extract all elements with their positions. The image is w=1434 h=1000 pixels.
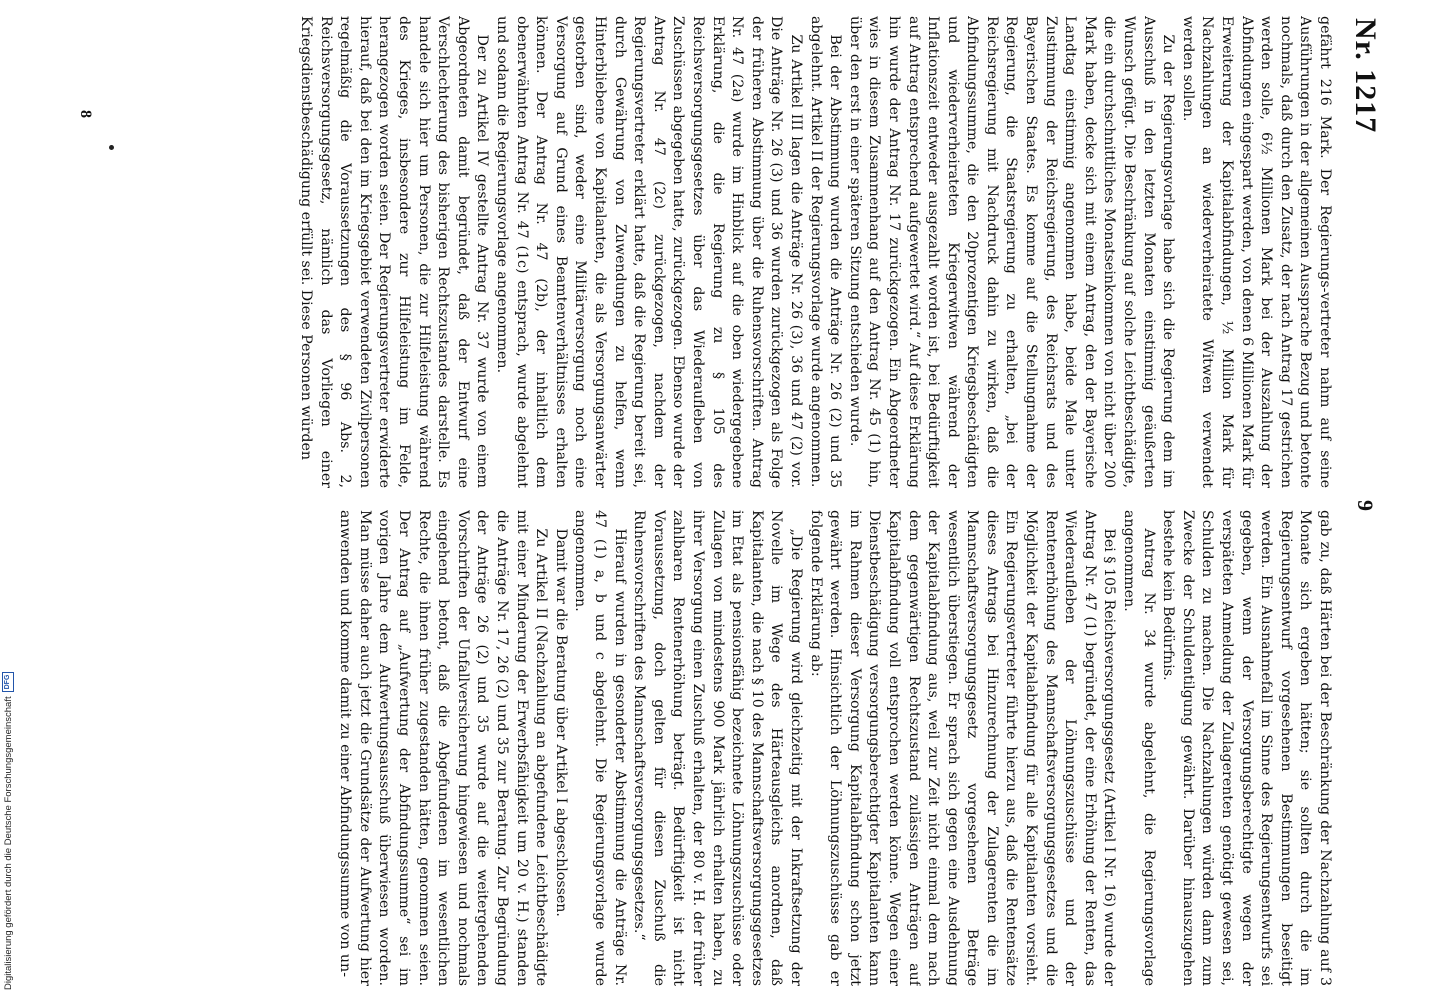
- left-text-column: [104, 16, 1334, 488]
- paragraph: Der zu Artikel IV gestellte Antrag Nr. 37 wurde von einem Abgeordneten damit begründet, daß der Entwurf eine Verschlechterung des bisherigen Rechtszustandes darstelle. Es handele sich hier um Personen, die zur Hilfeleistung während des Krieges, insbesondere zur Hilfeleistung im Felde, herangezogen worden seien. Der Regierungsvertreter erwiderte hierauf, daß bei den im Kriegsgebiet verwendeten Zivilpersonen regelmäßig die Voraussetzungen des § 96 Abs. 2, Reichsversorgungsgesetz, nämlich das Vorliegen einer Kriegsdienstbeschädigung erfüllt sei. Diese Personen würden: [298, 16, 491, 488]
- paragraph: Antrag Nr. 34 wurde abgelehnt, die Regierungsvorlage angenommen.: [1121, 510, 1157, 986]
- paragraph: Zu Artikel II (Nachzahlung an abgefundene Leichtbeschädigte mit einer Minderung der Erwerbsfähigkeit um 20 v. H.) standen die Anträge Nr. 17, 26 (2) und 35 zur Beratung. Zur Begründung der Anträge 26 (2) und 35 wurde auf die weitergehenden Vorschriften der Unfallversicherung hingewiesen und nochmals eingehend betont, daß die Abgefundenen im wesentlichen Rechte, die ihnen früher zugestanden hätten, genommen seien. Der Antrag auf „Aufwertung der Abfindungssumme“ sei im vorigen Jahre dem Aufwertungsausschuß überwiesen worden. Man müsse daher auch jetzt die Grundsätze der Aufwertung hier anwenden und komme damit zu einer Abfindungssumme von un-: [337, 510, 550, 986]
- right-text-column: [104, 510, 1334, 986]
- paragraph: gefährt 216 Mark. Der Regierungs-vertreter nahm auf seine Ausführungen in der allgemeinen Aussprache Bezug und betonte nochmals, daß durch den Zusatz, der nach Antrag 17 gestrichen werden solle, 6½ Millionen Mark bei der Auszahlung der Abfindungen eingespart werden, von denen 6 Millionen Mark für Erweiterung der Kapitalabfindungen, ½ Million Mark für Nachzahlungen an wiederverheiratete Witwen verwendet werden sollen.: [1179, 16, 1333, 488]
- document-number: Nr. 1217: [1349, 18, 1382, 134]
- print-mark-dot: [109, 145, 114, 150]
- paragraph: „Die Regierung wird gleichzeitig mit der Inkraftsetzung der Novelle im Wege des Härteausgleichs anordnen, daß Kapitalanten, die nach § 10 des Mannschaftsversorgungsgesetzes im Etat als pensionsfähig bezeichnete Löhnungszuschüsse oder Zulagen von mindestens 900 Mark jährlich erhalten haben, zu ihrer Versorgung einen Zuschuß erhalten, der 80 v. H. der früher zahlbaren Rentenerhöhung beträgt. Bedürftigkeit ist nicht Voraussetzung, doch gelten für diesen Zuschuß die Ruhensvorschriften des Mannschaftsversorgungsgesetzes.“: [631, 510, 804, 986]
- page-number: 9: [1353, 500, 1378, 511]
- signature-mark: 8: [77, 110, 94, 118]
- paragraph: Bei § 105 Reichsversorgungsgesetz (Artikel I Nr. 16) wurde der Antrag Nr. 47 (1) begründet, der eine Erhöhung der Renten, das Wiederaufleben der Löhnungszuschüsse und der Rentenerhöhung des Mannschaftsversorgungsgesetzes und die Möglichkeit der Kapitalabfindung für alle Kapitalanten vorsieht. Ein Regierungsvertreter führte hierzu aus, daß die Rentensätze dieses Antrags bei Hinzurechnung der Zulagerenten die im Mannschaftsversorgungsgesetz vorgesehenen Beträge wesentlich überstiegen. Er sprach sich gegen eine Ausdehnung der Kapitalabfindung aus, weil zur Zeit nicht einmal dem nach dem gegenwärtigen Rechtszustand zulässigen Anträgen auf Kapitalabfindung voll entsprochen werden könne. Wegen einer Dienstbeschädigung versorgungsberechtigter Kapitalanten kann im Rahmen dieser Versorgung Kapitalabfindung schon jetzt gewährt werden. Hinsichtlich der Löhnungszuschüsse gab er folgende Erklärung ab:: [807, 510, 1118, 986]
- digitization-margin-note: [2, 672, 14, 990]
- paragraph: Zu der Regierungsvorlage habe sich die Regierung dem im Ausschuß in den letzten Monaten einstimmig geäußerten Wunsch gefügt. Die Beschränkung auf solche Leichtbeschädigte, die ein durchschnittliches Monatseinkommen von nicht über 200 Mark haben, decke sich mit einem Antrag, den der Bayerische Landtag einstimmig angenommen habe, beide Male unter Zustimmung der Reichsregierung, des Reichsrats und des Bayerischen Staates. Es komme auf die Stellungnahme der Regierung, die Staatsregierung zu erhalten, „bei der Reichsregierung mit Nachdruck dahin zu wirken, daß die Abfindungssumme, die den 20prozentigen Kriegsbeschädigten und wiederverheirateten Kriegerwitwen während der Inflationszeit entweder ausgezahlt worden ist, bei Bedürftigkeit auf Antrag entsprechend aufgewertet wird.“ Auf diese Erklärung hin wurde der Antrag Nr. 17 zurückgezogen. Ein Abgeordneter wies in diesem Zusammenhang auf den Antrag Nr. 45 (1) hin, über den erst in einer späteren Sitzung entschieden wurde.: [846, 16, 1177, 488]
- paragraph: gab zu, daß Härten bei der Beschränkung der Nachzahlung auf 3 Monate sich ergeben hätten; sie sollten durch die im Regierungsentwurf vorgesehenen Bestimmungen beseitigt werden. Ein Ausnahmefall im Sinne des Regierungsentwurfs sei gegeben, wenn der Versorgungsberechtigte wegen der verspäteten Anmeldung der Zulagerenten genötigt gewesen sei, Schulden zu machen. Die Nachzahlungen würden dann zum Zwecke der Schuldentilgung gewährt. Darüber hinauszugehen bestehe kein Bedürfnis.: [1160, 510, 1333, 986]
- paragraph: Zu Artikel III lagen die Anträge Nr. 26 (3), 36 und 47 (2) vor. Die Anträge Nr. 26 (3) und 36 wurden zurückgezogen als Folge der früheren Abstimmung über die Ruhensvorschriften. Antrag Nr. 47 (2a) wurde im Hinblick auf die oben wiedergegebene Erklärung, die die Regierung zu § 105 des Reichsversorgungsgesetzes über das Wiederaufleben von Zuschüssen abgegeben hatte, zurückgezogen. Ebenso wurde der Antrag Nr. 47 (2c) zurückgezogen, nachdem der Regierungsvertreter erklärt hatte, daß die Regierung bereit sei, durch Gewährung von Zuwendungen zu helfen, wenn Hinterbliebene von Kapitalanten, die als Versorgungsanwärter gestorben sind, weder eine Militärversorgung noch eine Versorgung auf Grund eines Beamtenverhältnisses erhalten können. Der Antrag Nr. 47 (2b), der inhaltlich dem obenerwähnten Antrag Nr. 47 (1c) entsprach, wurde abgelehnt und sodann die Regierungsvorlage angenommen.: [494, 16, 804, 488]
- dfg-logo-icon: DFG: [2, 672, 14, 693]
- paragraph: Bei der Abstimmung wurden die Anträge Nr. 26 (2) und 35 abgelehnt. Artikel II der Regierungsvorlage wurde angenommen.: [807, 16, 844, 488]
- paragraph: Hierauf wurden in gesonderter Abstimmung die Anträge Nr. 47 (1) a, b und c abgelehnt. Die Regierungsvorlage wurde angenommen.: [572, 510, 628, 986]
- paragraph: Damit war die Beratung über Artikel I abgeschlossen.: [552, 528, 569, 917]
- digitization-text: Digitalisierung gefördert durch die Deutsche Forschungsgemeinschaft: [2, 696, 14, 990]
